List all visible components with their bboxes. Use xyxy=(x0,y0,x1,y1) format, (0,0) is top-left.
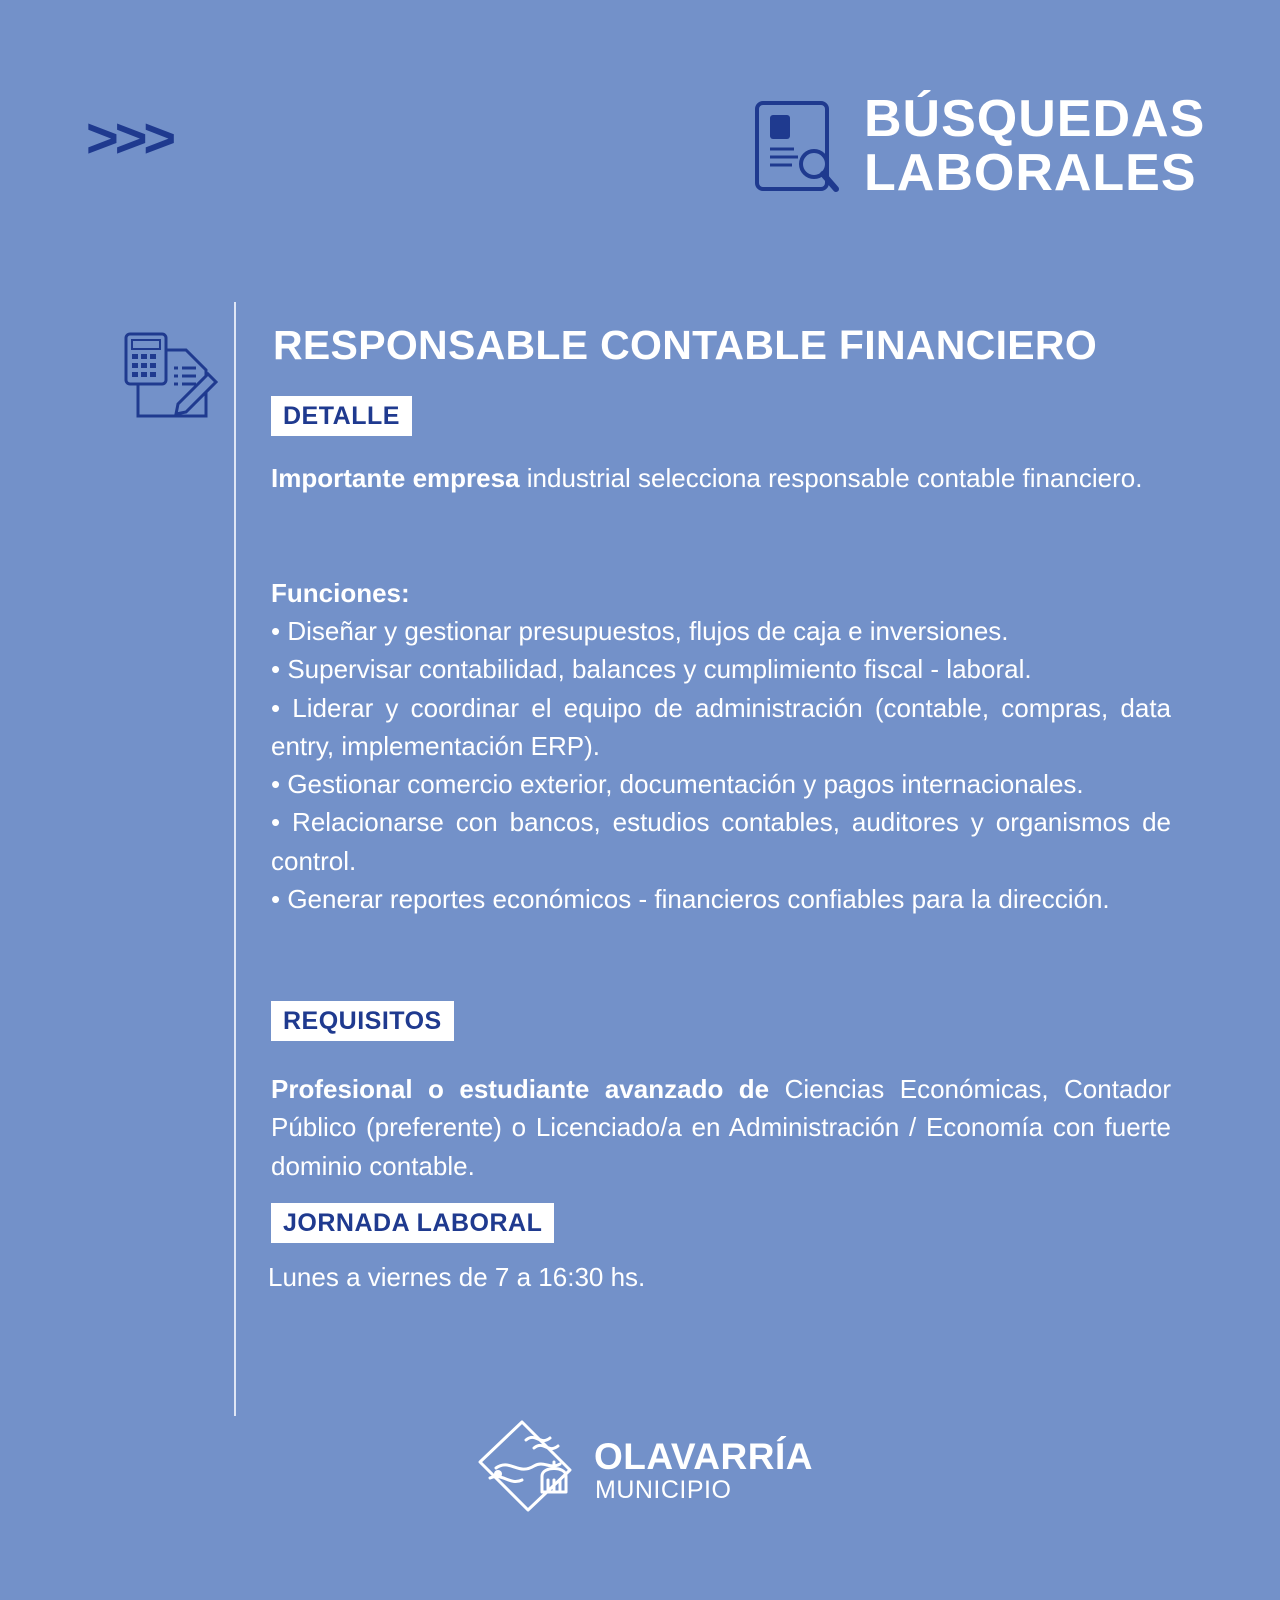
vertical-divider xyxy=(234,302,236,1416)
intro-paragraph xyxy=(271,459,1171,497)
accounting-document-icon xyxy=(124,330,218,427)
jornada-tag: JORNADA LABORAL xyxy=(271,1203,554,1243)
funciones-list xyxy=(271,612,1171,918)
intro-bold: Importante empresa xyxy=(271,463,520,493)
brand-name: OLAVARRÍA xyxy=(594,1436,813,1477)
job-title: RESPONSABLE CONTABLE FINANCIERO xyxy=(273,322,1098,368)
jornada-text: Lunes a viernes de 7 a 16:30 hs. xyxy=(268,1262,646,1292)
funciones-item: • Gestionar comercio exterior, documentación y pagos internacionales. xyxy=(271,769,1084,800)
requisitos-paragraph xyxy=(271,1070,1171,1185)
requisitos-tag: REQUISITOS xyxy=(271,1001,454,1041)
brand-subtitle: MUNICIPIO xyxy=(595,1476,732,1504)
funciones-item: • Diseñar y gestionar presupuestos, flujos de caja e inversiones. xyxy=(271,616,1009,646)
municipio-logo-icon xyxy=(476,1418,588,1519)
requisitos-text: Ciencias Económicas, Contador Público (preferente) o Licenciado/a en Administración / Economía con fuerte dominio contable. xyxy=(271,1074,1171,1181)
funciones-item: • Relacionarse con bancos, estudios contables, auditores y organismos de control. xyxy=(271,807,1171,876)
arrows-decoration: >>> xyxy=(86,106,173,169)
job-search-icon xyxy=(754,100,840,199)
title-line-1: BÚSQUEDAS xyxy=(864,90,1206,148)
title-line-2: LABORALES xyxy=(864,144,1197,202)
funciones-item: • Supervisar contabilidad, balances y cumplimiento fiscal - laboral. xyxy=(271,654,1032,685)
funciones-heading: Funciones: xyxy=(271,578,410,608)
requisitos-bold: Profesional o estudiante avanzado de xyxy=(271,1074,770,1104)
page-title xyxy=(864,92,1205,200)
funciones-item: • Generar reportes económicos - financieros confiables para la dirección. xyxy=(271,884,1110,915)
funciones-item: • Liderar y coordinar el equipo de administración (contable, compras, data entry, implementación ERP). xyxy=(271,692,1171,761)
detalle-tag: DETALLE xyxy=(271,396,412,436)
intro-text: industrial selecciona responsable contable financiero. xyxy=(519,463,1143,493)
